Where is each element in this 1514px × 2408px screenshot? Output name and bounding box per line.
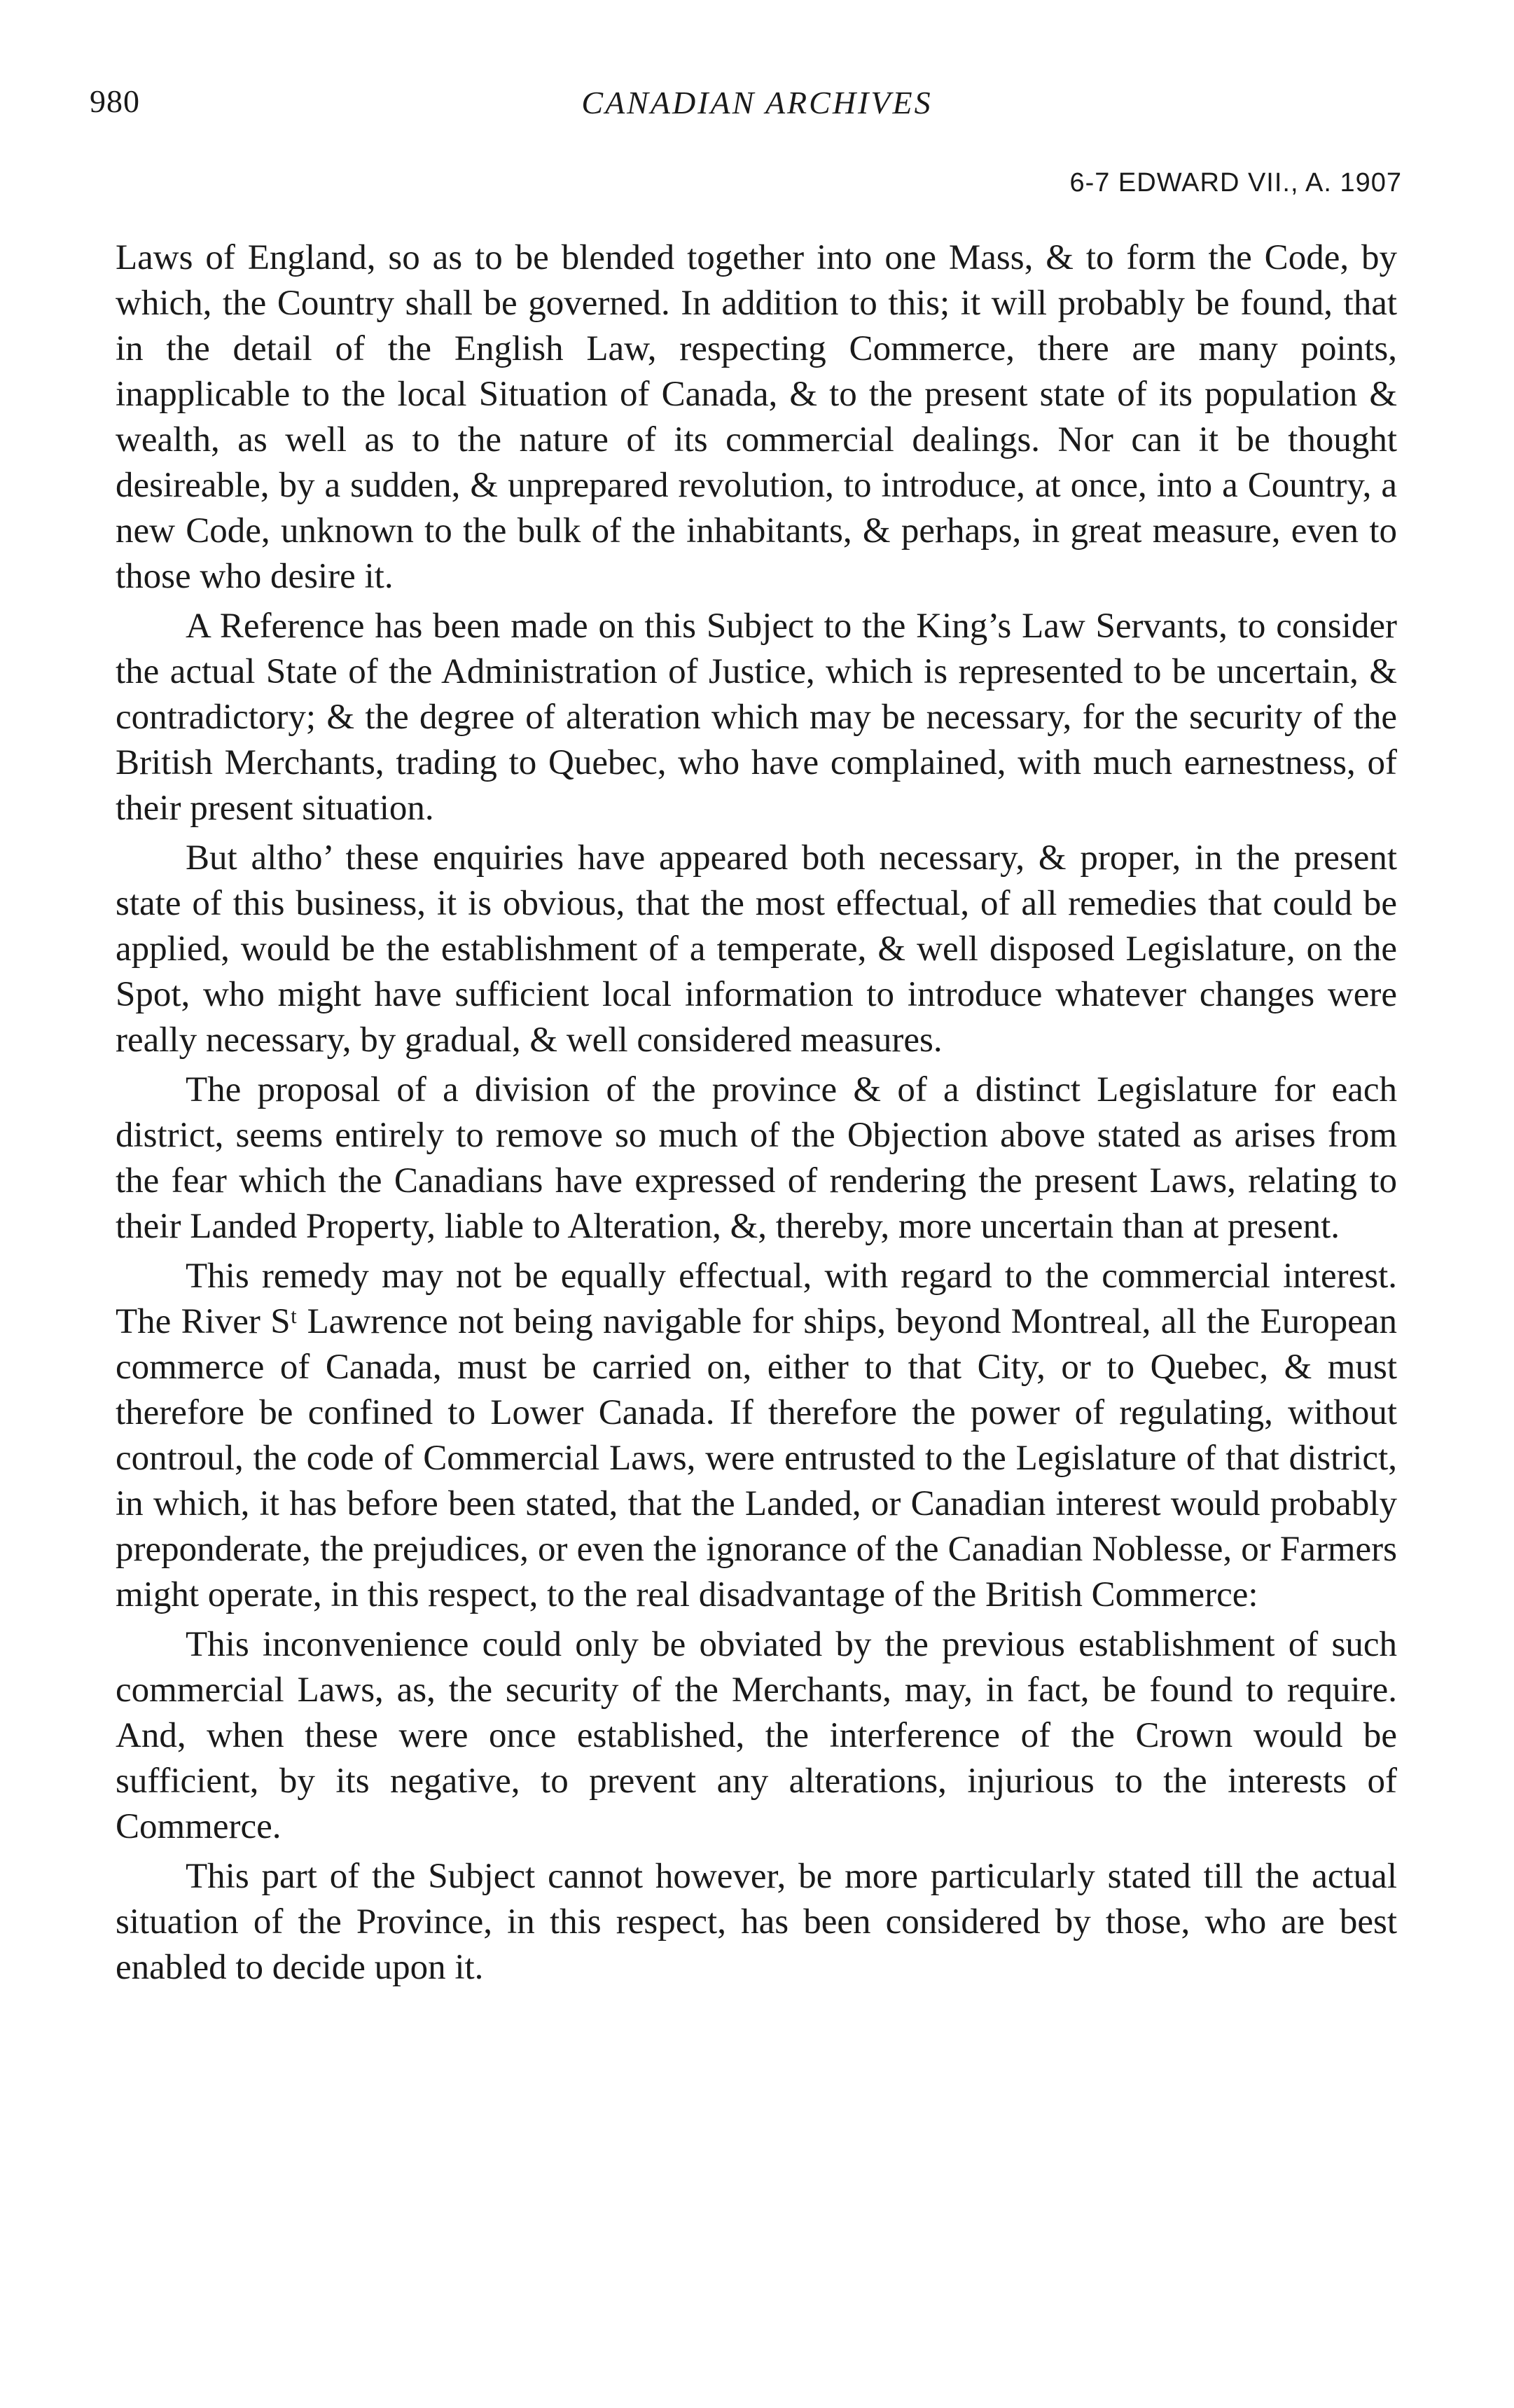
page-number: 980 (90, 83, 140, 119)
paragraph: This remedy may not be equally effectual, with regard to the commercial interest. The River Sᵗ Lawrence not being navigable for ships, beyond Montreal, all the European commerce of Canada, must be carried on, either to that City, or to Quebec, & must therefore be confined to Lower Canada. If therefore the power of regulating, without controul, the code of Commercial Laws, were entrusted to the Legislature of that district, in which, it has before been stated, that the Landed, or Canadian interest would probably preponderate, the prejudices, or even the ignorance of the Canadian Noblesse, or Farmers might operate, in this respect, to the real disadvantage of the British Commerce: (116, 1257, 1397, 1614)
paragraph: This part of the Subject cannot however, be more particularly stated till the actual situation of the Province, in this respect, has been considered by those, who are best enabled to decide upon it. (116, 1857, 1397, 1987)
paragraph: A Reference has been made on this Subject to the King’s Law Servants, to consider the actual State of the Administration of Justice, which is represented to be uncertain, & contradictory; & the degree of alteration which may be necessary, for the security of the British Merchants, trading to Quebec, who have complained, with much earnestness, of their present situation. (116, 607, 1397, 828)
body-text (116, 235, 1397, 1995)
running-title: CANADIAN ARCHIVES (581, 85, 933, 120)
paragraph: The proposal of a division of the province & of a distinct Legislature for each district, seems entirely to remove so much of the Objection above stated as arises from the fear which the Canadians have expressed of rendering the present Laws, relating to their Landed Property, liable to Alteration, &, thereby, more uncertain than at present. (116, 1070, 1397, 1246)
paragraph: This inconvenience could only be obviated by the previous establishment of such commercial Laws, as, the security of the Merchants, may, in fact, be found to require. And, when these were once established, the interference of the Crown would be sufficient, by its negative, to prevent any alterations, injurious to the interests of Commerce. (116, 1625, 1397, 1846)
paragraph: Laws of England, so as to be blended together into one Mass, & to form the Code, by which, the Country shall be governed. In addition to this; it will probably be found, that in the detail of the English Law, respecting Commerce, there are many points, inapplicable to the local Situation of Canada, & to the present state of its population & wealth, as well as to the nature of its commercial dealings. Nor can it be thought desireable, by a sudden, & unprepared revolution, to introduce, at once, into a Country, a new Code, unknown to the bulk of the inhabitants, & perhaps, in great measure, even to those who desire it. (116, 238, 1397, 596)
session-reference: 6-7 EDWARD VII., A. 1907 (1069, 168, 1402, 198)
paragraph: But altho’ these enquiries have appeared both necessary, & proper, in the present state of this business, it is obvious, that the most effectual, of all remedies that could be applied, would be the establishment of a temperate, & well disposed Legislature, on the Spot, who might have sufficient local information to introduce whatever changes were really necessary, by gradual, & well considered measures. (116, 838, 1397, 1060)
